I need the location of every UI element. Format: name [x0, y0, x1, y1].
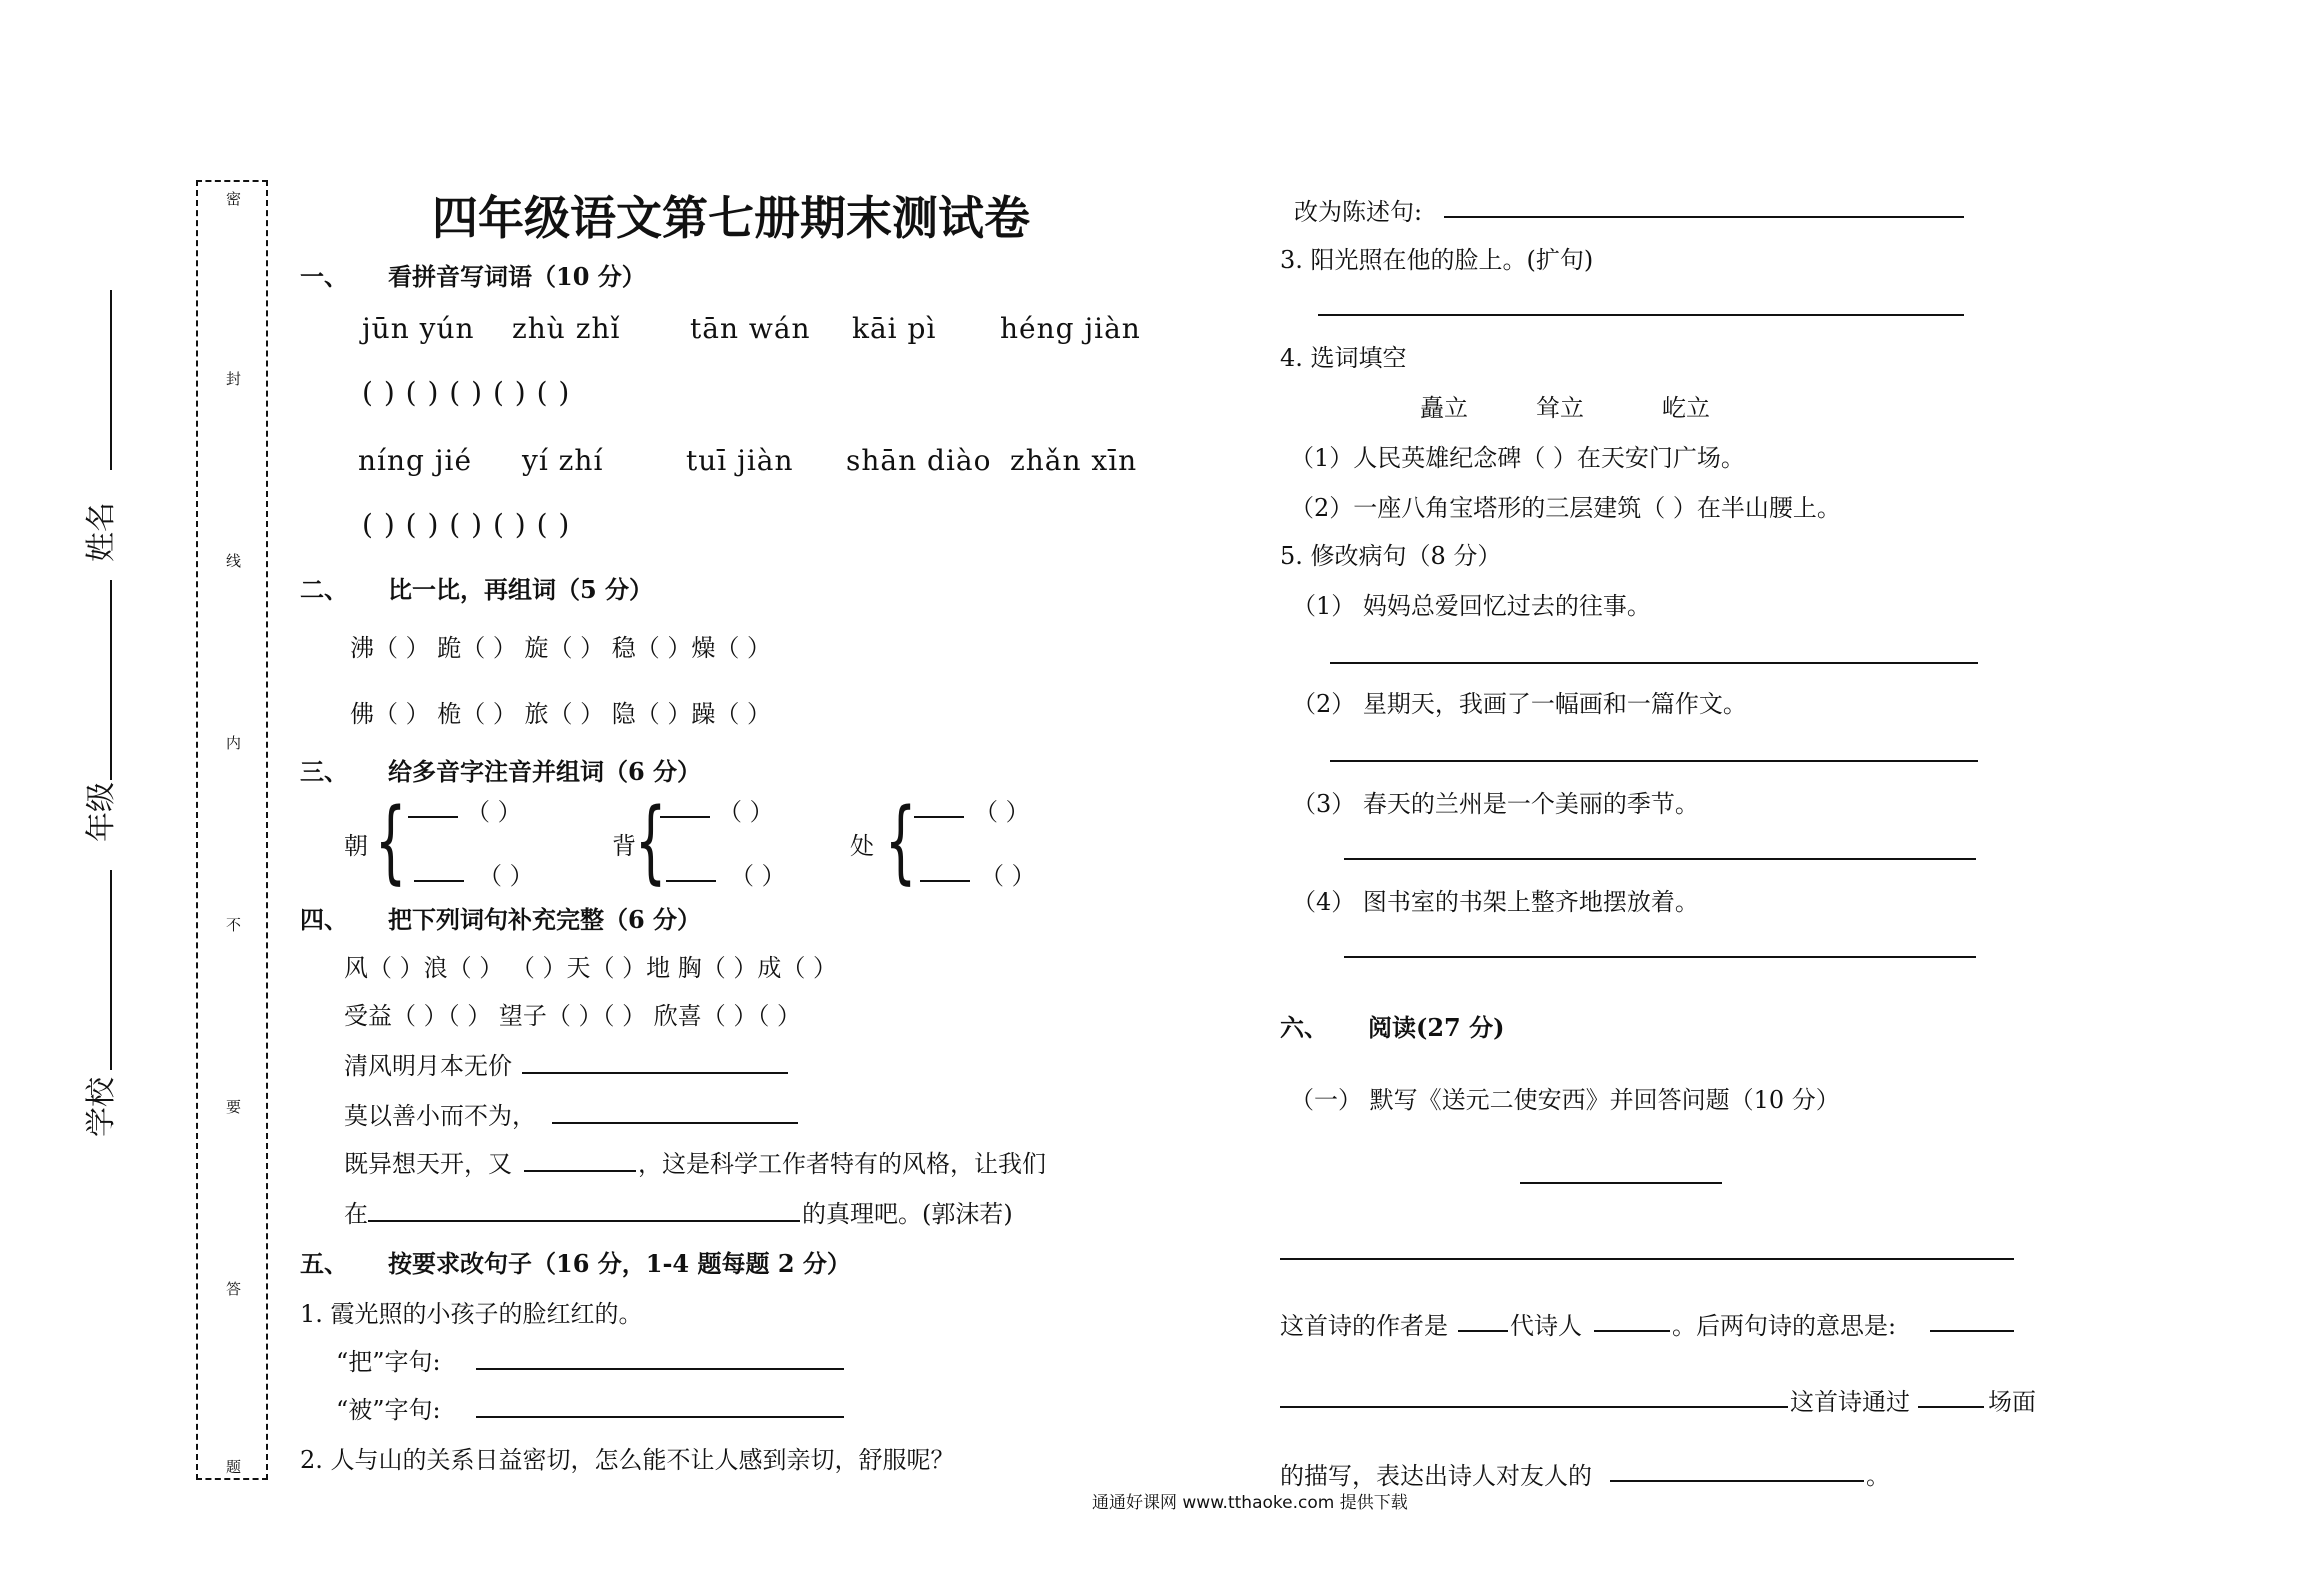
word-choice: 屹立 — [1662, 394, 1710, 422]
grade-field[interactable] — [110, 580, 112, 780]
pinyin: kāi pì — [852, 312, 937, 345]
answer-line[interactable] — [1344, 858, 1976, 860]
answer-line[interactable] — [1318, 314, 1964, 316]
pinyin-blank[interactable] — [920, 880, 970, 882]
fill-blank[interactable] — [552, 1122, 798, 1124]
reading-question: 代诗人 — [1510, 1312, 1582, 1340]
reading-question: 场面 — [1988, 1388, 2036, 1416]
brace-icon: { — [634, 789, 667, 894]
school-label: 学校 — [84, 1077, 119, 1137]
answer-parens-row[interactable]: ( ) ( ) ( ) ( ) ( ) — [362, 376, 571, 409]
pinyin-blank[interactable] — [660, 816, 710, 818]
q5-number: 五、 — [300, 1249, 348, 1278]
seal-char: 封 — [226, 370, 242, 388]
sentence-item: 2. 人与山的关系日益密切，怎么能不让人感到亲切，舒服呢？ — [300, 1446, 955, 1474]
q6-number: 六、 — [1280, 1013, 1328, 1042]
q1-heading: 看拼音写词语（10 分） — [388, 262, 646, 291]
q3-number: 三、 — [300, 757, 348, 786]
idiom-row[interactable]: 风（ ）浪（ ） （ ）天（ ）地 胸（ ）成（ ） — [344, 954, 838, 982]
pinyin: shān diào — [846, 444, 992, 477]
faulty-sentence: （4） 图书室的书架上整齐地摆放着。 — [1292, 888, 1699, 916]
fill-blank[interactable] — [522, 1072, 788, 1074]
word-choice: 矗立 — [1420, 394, 1468, 422]
compare-row[interactable]: 佛（ ） 桅（ ） 旅（ ） 隐（ ）躁（ ） — [350, 700, 772, 728]
q1-number: 一、 — [300, 262, 348, 291]
quote-line: ，这是科学工作者特有的风格，让我们 — [638, 1150, 1046, 1178]
answer-line[interactable] — [1344, 956, 1976, 958]
sentence-instruction: “把”字句: — [336, 1348, 441, 1376]
word-choice: 耸立 — [1536, 394, 1584, 422]
fill-blank[interactable] — [1280, 1406, 1788, 1408]
q6-heading: 阅读(27 分) — [1368, 1013, 1505, 1042]
reading-subheading: （一） 默写《送元二使安西》并回答问题（10 分） — [1290, 1086, 1840, 1114]
answer-line[interactable] — [476, 1368, 844, 1370]
seal-char: 答 — [226, 1280, 242, 1298]
word-parens[interactable]: （ ） — [718, 798, 774, 826]
poem-title-line[interactable] — [1520, 1182, 1722, 1184]
proverb-line: 清风明月本无价 — [344, 1052, 512, 1080]
pinyin-blank[interactable] — [666, 880, 716, 882]
word-parens[interactable]: （ ） — [478, 862, 534, 890]
name-label: 姓名 — [84, 502, 119, 562]
answer-parens-row[interactable]: ( ) ( ) ( ) ( ) ( ) — [362, 508, 571, 541]
word-parens[interactable]: （ ） — [980, 862, 1036, 890]
brace-icon: { — [884, 789, 917, 894]
fill-blank[interactable] — [1610, 1480, 1864, 1482]
pinyin: níng jié — [358, 444, 473, 477]
name-field[interactable] — [110, 290, 112, 470]
word-parens[interactable]: （ ） — [974, 798, 1030, 826]
pinyin: tuī jiàn — [686, 444, 794, 477]
pinyin: héng jiàn — [1000, 312, 1141, 345]
pinyin: zhù zhǐ — [512, 312, 621, 345]
polyphone-char: 朝 — [344, 832, 368, 860]
seal-char: 要 — [226, 1098, 242, 1116]
pinyin: yí zhí — [522, 444, 604, 477]
answer-line[interactable] — [1444, 216, 1964, 218]
fill-blank[interactable] — [1918, 1406, 1984, 1408]
reading-question: 。后两句诗的意思是: — [1672, 1312, 1897, 1340]
seal-char: 线 — [226, 552, 242, 570]
reading-question: 这首诗通过 — [1790, 1388, 1910, 1416]
seal-char: 内 — [226, 734, 242, 752]
pinyin-blank[interactable] — [414, 880, 464, 882]
polyphone-char: 背 — [612, 832, 636, 860]
q2-heading: 比一比，再组词（5 分） — [388, 575, 654, 604]
sentence-item: 1. 霞光照的小孩子的脸红红的。 — [300, 1300, 643, 1328]
quote-line: 的真理吧。(郭沫若) — [802, 1200, 1013, 1228]
school-field[interactable] — [110, 870, 112, 1070]
answer-line[interactable] — [476, 1416, 844, 1418]
q4-heading: 把下列词句补充完整（6 分） — [388, 905, 702, 934]
q2-number: 二、 — [300, 575, 348, 604]
sentence-item: 5. 修改病句（8 分） — [1280, 542, 1502, 570]
sentence-item: 4. 选词填空 — [1280, 344, 1407, 372]
fill-blank[interactable] — [1594, 1330, 1670, 1332]
fill-sentence[interactable]: （1）人民英雄纪念碑（ ）在天安门广场。 — [1290, 444, 1745, 472]
brace-icon: { — [374, 789, 407, 894]
seal-char: 题 — [226, 1458, 242, 1476]
proverb-line: 莫以善小而不为， — [344, 1102, 536, 1130]
answer-line[interactable] — [1330, 662, 1978, 664]
faulty-sentence: （1） 妈妈总爱回忆过去的往事。 — [1292, 592, 1651, 620]
fill-sentence[interactable]: （2）一座八角宝塔形的三层建筑（ ）在半山腰上。 — [1290, 494, 1841, 522]
faulty-sentence: （3） 春天的兰州是一个美丽的季节。 — [1292, 790, 1699, 818]
idiom-row[interactable]: 受益（ ）（ ） 望子（ ）（ ） 欣喜（ ）（ ） — [344, 1002, 802, 1030]
page-title: 四年级语文第七册期末测试卷 — [432, 191, 1030, 245]
quote-line: 既异想天开，又 — [344, 1150, 512, 1178]
pinyin-blank[interactable] — [408, 816, 458, 818]
faulty-sentence: （2） 星期天，我画了一幅画和一篇作文。 — [1292, 690, 1747, 718]
pinyin-blank[interactable] — [914, 816, 964, 818]
reading-question: 的描写，表达出诗人对友人的 — [1280, 1462, 1592, 1490]
pinyin: jūn yún — [362, 312, 475, 345]
quote-line: 在 — [344, 1200, 368, 1228]
pinyin: tān wán — [690, 312, 811, 345]
footer-source: 通通好课网 www.tthaoke.com 提供下载 — [1092, 1493, 1408, 1513]
q4-number: 四、 — [300, 905, 348, 934]
fill-blank[interactable] — [368, 1220, 800, 1222]
sentence-instruction: 改为陈述句: — [1294, 198, 1423, 226]
fill-blank[interactable] — [524, 1170, 636, 1172]
word-parens[interactable]: （ ） — [730, 862, 786, 890]
sentence-item: 3. 阳光照在他的脸上。(扩句) — [1280, 246, 1594, 274]
compare-row[interactable]: 沸（ ） 跪（ ） 旋（ ） 稳（ ）燥（ ） — [350, 634, 772, 662]
q5-heading: 按要求改句子（16 分，1-4 题每题 2 分） — [388, 1249, 851, 1278]
reading-question: 这首诗的作者是 — [1280, 1312, 1448, 1340]
pinyin: zhǎn xīn — [1010, 444, 1138, 477]
q3-heading: 给多音字注音并组词（6 分） — [388, 757, 702, 786]
poem-line[interactable] — [1280, 1258, 2014, 1260]
answer-line[interactable] — [1330, 760, 1978, 762]
fill-blank[interactable] — [1930, 1330, 2014, 1332]
word-parens[interactable]: （ ） — [466, 798, 522, 826]
polyphone-char: 处 — [850, 832, 874, 860]
grade-label: 年级 — [84, 782, 119, 842]
reading-question: 。 — [1866, 1462, 1890, 1490]
sentence-instruction: “被”字句: — [336, 1396, 441, 1424]
seal-char: 密 — [226, 190, 242, 208]
fill-blank[interactable] — [1458, 1330, 1508, 1332]
seal-char: 不 — [226, 916, 242, 934]
